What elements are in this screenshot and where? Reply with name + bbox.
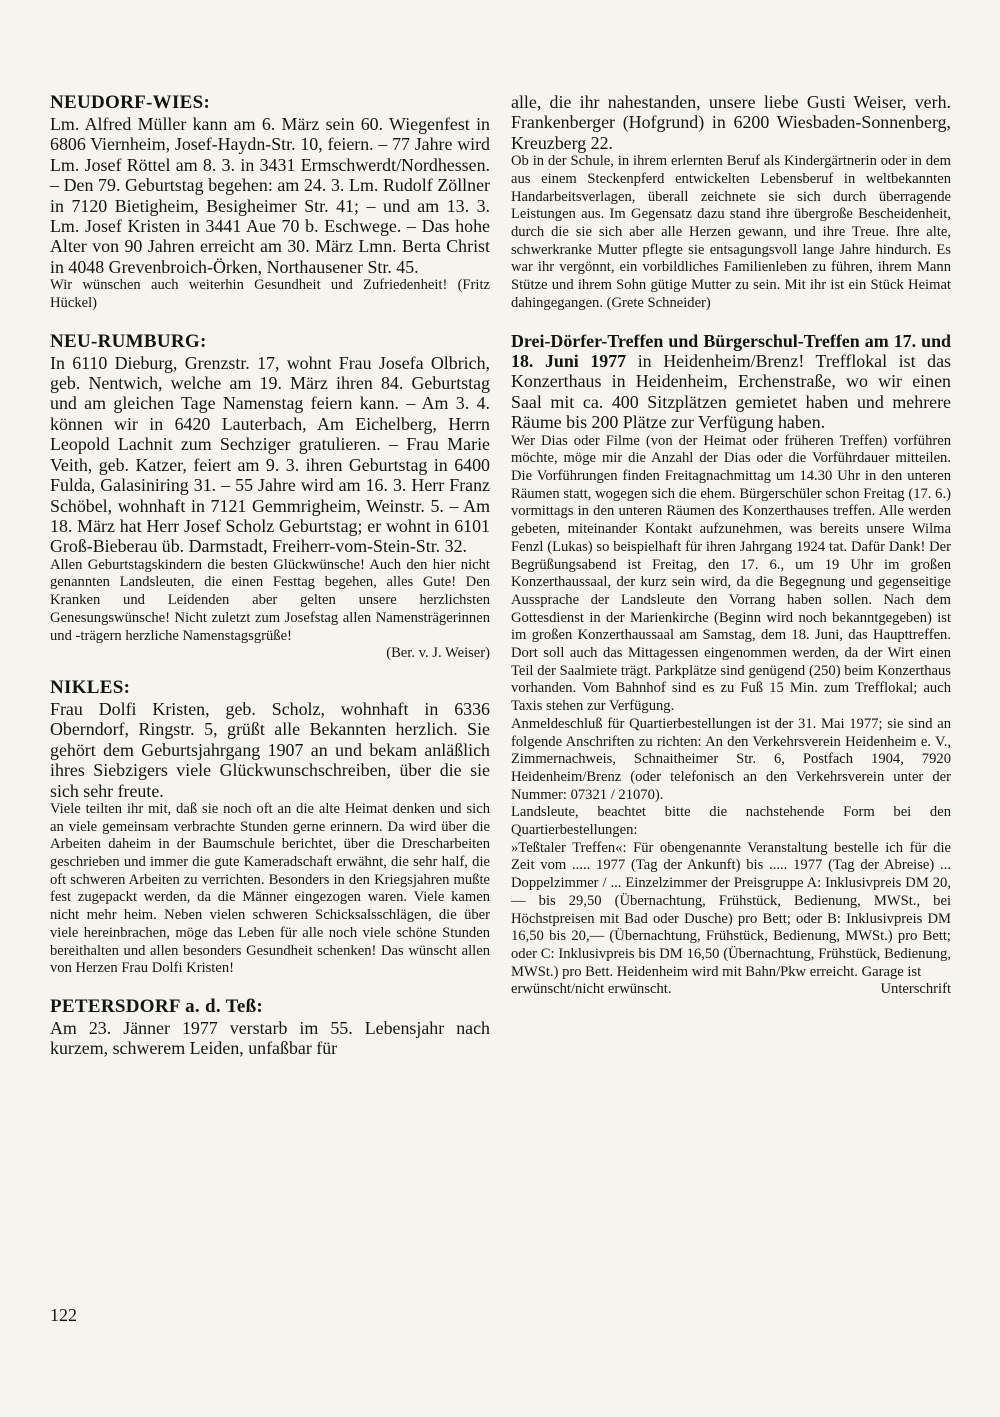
treffen-form-intro: Landsleute, beachtet bitte die nachstehende Form bei den Quartierbestellungen: [511, 804, 951, 839]
section-heading-petersdorf: PETERSDORF a. d. Teß: [50, 996, 264, 1017]
nikles-body: Frau Dolfi Kristen, geb. Scholz, wohnhaft in 6336 Oberndorf, Ringstr. 5, grüßt alle Bekannten herzlich. Sie gehört dem Geburtsjahrgang 1907 an und bekam anläßlich ihres Siebzigers viele Glückwunschschreiben, über die sie sich sehr freute. [50, 698, 490, 801]
petersdorf-body: Am 23. Jänner 1977 verstarb im 55. Lebensjahr nach kurzem, schwerem Leiden, unfaßbar für [50, 1018, 490, 1059]
treffen-signature-label: Unterschrift [880, 981, 951, 998]
treffen-form-signature-row [511, 981, 951, 999]
right-column [511, 92, 951, 999]
page-number: 122 [50, 1305, 77, 1325]
treffen-announcement [511, 331, 951, 433]
treffen-registration: Anmeldeschluß für Quartierbestellungen ist der 31. Mai 1977; sie sind an folgende Anschriften zu richten: An den Verkehrsverein Heidenheim e. V., Zimmernachweis, Schnaitheimer Str. 6, Postfach 1904, 7920 Heidenheim/Brenz (oder telefonisch an den Verkehrsverein unter der Nummer: 07321 / 21070). [511, 715, 951, 803]
neudorf-body: Lm. Alfred Müller kann am 6. März sein 60. Wiegenfest in 6806 Viernheim, Josef-Haydn-Str. 10, feiern. – 77 Jahre wird Lm. Josef Röttel am 8. 3. in 3431 Ermschwerdt/Nordhessen. – Den 79. Geburtstag begehen: am 24. 3. Lm. Rudolf Zöllner in 7120 Bietigheim, Besigheimer Str. 41; – und am 13. 3. Lm. Josef Kristen in 3441 Aue 70 b. Eschwege. – Das hohe Alter von 90 Jahren erreicht am 30. März Lmn. Berta Christ in 4048 Grevenbroich-Örken, Northausener Str. 45. [50, 114, 490, 277]
section-heading-neu-rumburg: NEU-RUMBURG: [50, 330, 207, 352]
neu-rumburg-note: Allen Geburtstagskindern die besten Glückwünsche! Auch den hier nicht genannten Landsleuten, die einen Festtag begehen, alles Gute! Den Kranken und Leidenden aber gelten unsere herzlichsten Genesungswünsche! Nicht zuletzt zum Josefstag allen Namensträgerinnen und -trägern herzliche Namenstagsgrüße! [50, 556, 490, 644]
petersdorf-obituary: Ob in der Schule, in ihrem erlernten Beruf als Kindergärtnerin oder in dem aus einem Steckenpferd entwickelten Lebensberuf in weltbekannten Handarbeitsverlagen, überall zeichnete sie sich durch überragende Leistungen aus. Im Gegensatz dazu stand ihre übergroße Bescheidenheit, durch die sie sich aber alle Herzen gewann, und ihre Treue. Ihre alte, schwerkranke Mutter pflegte sie entsagungsvoll lange Jahre hindurch. Es war ihr vergönnt, ein vorbildliches Familienleben zu führen, ihrem Mann Stütze und ihrem Sohn gütige Mutter zu sein. Mit ihr ist ein Stück Heimat dahingegangen. (Grete Schneider) [511, 153, 951, 311]
neu-rumburg-body: In 6110 Dieburg, Grenzstr. 17, wohnt Frau Josefa Olbrich, geb. Nentwich, welche am 19. März ihren 84. Geburtstag und am gleichen Tage Namenstag feiern kann. – Am 3. 4. können wir in 6420 Lauterbach, Am Eichelberg, Herrn Leopold Lachnit zum Sechziger gratulieren. – Frau Marie Veith, geb. Katzer, feiert am 9. 3. ihren Geburtstag in 6400 Fulda, Galasiniring 31. – 55 Jahre wird am 16. 3. Herr Franz Schöbel, wohnhaft in 7121 Gemmrigheim, Weinstr. 5. – Am 18. März hat Herr Josef Scholz Geburtstag; er wohnt in 6101 Groß-Bieberau üb. Darmstadt, Freiherr-vom-Stein-Str. 32. [50, 352, 490, 557]
treffen-details: Wer Dias oder Filme (von der Heimat oder früheren Treffen) vorführen möchte, möge mir die Anzahl der Dias oder die Vorführdauer mitteilen. Die Vorführungen finden Freitagnachmittag um 14.30 Uhr in den unteren Räumen statt, wogegen sich die ehem. Bürgerschüler schon Freitag (17. 6.) vormittags in den unteren Räumen des Konzerthauses treffen. Alle werden gebeten, miteinander Kontakt aufzunehmen, was bereits unsere Wilma Fenzl (Lukas) so beispielhaft für ihren Jahrgang 1924 tat. Dafür Dank! Der Begrüßungsabend ist Freitag, den 17. 6., um 19 Uhr im großen Konzerthaussaal, der kurz sein wird, da die Begegnung und gegenseitige Aussprache der Landsleute den Vorrang haben sollen. Nach dem Gottesdienst in der Marienkirche (Beginn wird noch bekanntgegeben) ist im großen Konzerthaussaal am Samstag, dem 18. Juni, das Haupttreffen. Dort soll auch das Mittagessen eingenommen werden, da der Wirt einen Teil der Saalmiete trägt. Parkplätze sind genügend (250) beim Konzerthaus vorhanden. Vom Bahnhof sind es zu Fuß 15 Min. zum Trefflokal; auch Taxis stehen zur Verfügung. [511, 432, 951, 715]
left-column [50, 92, 490, 1059]
treffen-headline: Drei-Dörfer-Treffen und Bürgerschul-Treffen am 17. und 18. Juni 1977 [511, 330, 951, 371]
petersdorf-continued: alle, die ihr nahestanden, unsere liebe Gusti Weiser, verh. Frankenberger (Hofgrund) in 6200 Wiesbaden-Sonnenberg, Kreuzberg 22. [511, 92, 951, 153]
treffen-headline-tail: in Heidenheim/Brenz! Trefflokal ist das Konzerthaus in Heidenheim, Erchenstraße, wo wir einen Saal mit ca. 400 Sitzplätzen gemietet haben und mehrere Räume bis 200 Plätze zur Verfügung haben. [511, 350, 952, 433]
section-heading-neudorf: NEUDORF-WIES: [50, 92, 211, 113]
neu-rumburg-signature: (Ber. v. J. Weiser) [386, 645, 490, 662]
section-heading-nikles: NIKLES: [50, 676, 131, 698]
nikles-note: Viele teilten ihr mit, daß sie noch oft an die alte Heimat denken und sich an viele gemeinsam verbrachte Stunden gerne erinnern. Da wird über die Arbeiten daheim in der Baumschule berichtet, über die Drescharbeiten geschrieben und immer die gute Kameradschaft erwähnt, die sehr half, die oft schweren Arbeiten zu verrichten. Besonders in den Kriegsjahren mußte fest zugepackt werden, da die Männer eingezogen waren. Viele kamen nicht mehr heim. Neben vielen schweren Schicksalsschlägen, die über viele hereinbrachen, möge das Leben für alle noch viele schöne Stunden bereithalten und allen besonders Gesundheit schenken! Das wünscht allen von Herzen Frau Dolfi Kristen! [50, 800, 490, 977]
neudorf-note: Wir wünschen auch weiterhin Gesundheit und Zufriedenheit! (Fritz Hückel) [50, 277, 490, 311]
treffen-garage-choice: erwünscht/nicht erwünscht. [511, 981, 672, 998]
treffen-form-text: »Teßtaler Treffen«: Für obengenannte Veranstaltung bestelle ich für die Zeit vom ..... 1977 (Tag der Ankunft) bis ..... 1977 (Tag der Abreise) ... Doppelzimmer / ... Einzelzimmer der Preisgruppe A: Inklusivpreis DM 20,— bis 29,50 (Übernachtung, Frühstück, Bedienung, MWSt., bei Höchstpreisen mit Bad oder Dusche) pro Bett; oder B: Inklusivpreis DM 16,50 bis 20,— (Übernachtung, Frühstück, Bedienung, MWSt.) pro Bett; oder C: Inklusivpreis bis DM 16,50 (Übernachtung, Frühstück, Bedienung, MWSt.) pro Bett. Heidenheim wird mit Bahn/Pkw erreicht. Garage ist [511, 839, 951, 980]
